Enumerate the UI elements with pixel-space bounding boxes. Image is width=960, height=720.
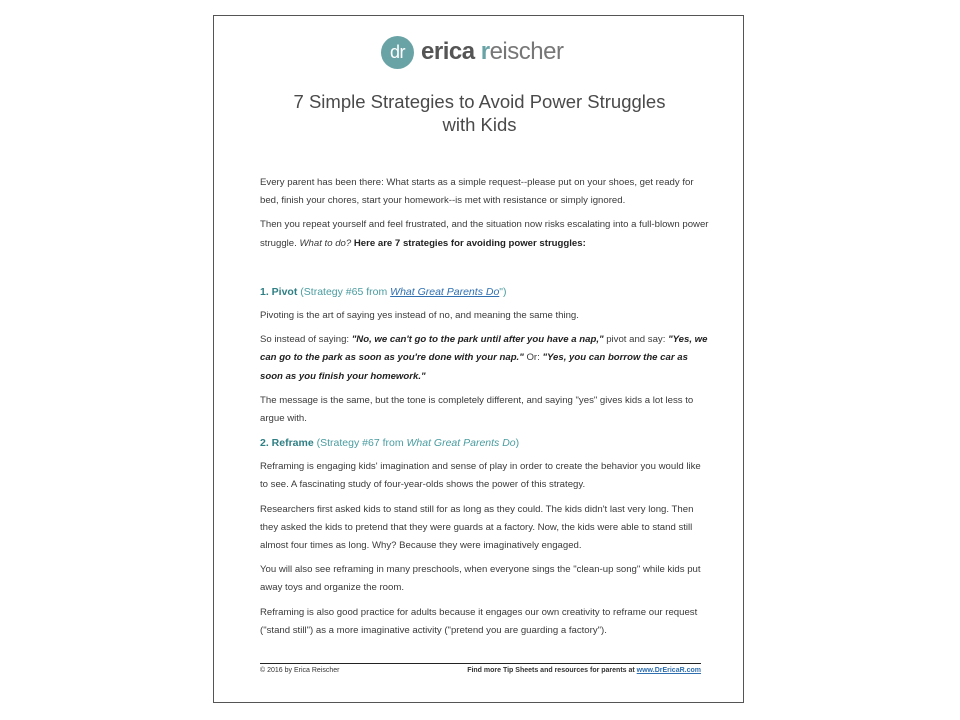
document-page [213,15,744,703]
page-footer [260,663,701,674]
book-link[interactable]: What Great Parents Do [390,286,500,298]
brand-logo [381,35,563,69]
copyright-text: © 2016 by Erica Reischer [260,667,340,674]
strategy-2-paragraph-3: You will also see reframing in many preschools, when everyone sings the "clean-up song" while kids put away toys and organize the room. [260,564,701,594]
strategy-2-heading: 2. Reframe (Strategy #67 from What Great Parents Do) [260,437,520,450]
strategy-2-paragraph-4: Reframing is also good practice for adults because it engages our own creativity to reframe our request ("stand still") as a more imaginative activity ("pretend you are guarding a factory"). [260,606,698,636]
strategy-2-paragraph-2: Researchers first asked kids to stand still for as long as they could. The kids didn't last very long. Then they asked the kids to pretend that they were guards at a factory. Now, the kids were able to stand still almost four times as long. Why? Because they were imaginatively engaged. [260,503,694,552]
strategy-1-heading: 1. Pivot (Strategy #65 from What Great Parents Do") [260,286,507,298]
intro-section [260,174,710,259]
strategy-1-section [260,283,710,646]
logo-badge: dr [381,36,414,69]
strategy-1-paragraph-3: The message is the same, but the tone is completely different, and saying "yes" gives kids a lot less to argue with. [260,394,694,425]
website-link[interactable]: www.DrEricaR.com [636,667,701,674]
strategy-1-paragraph-2: So instead of saying: "No, we can't go to the park until after you have a nap," pivot and say: "Yes, we can go to the park as soon as you're done with your nap." Or: "Yes, you can borrow the car as soon as you finish your homework." [260,334,708,382]
footer-cta: Find more Tip Sheets and resources for parents at www.DrEricaR.com [467,667,701,674]
strategy-1-paragraph-1: Pivoting is the art of saying yes instead of no, and meaning the same thing. [260,310,579,321]
logo-name: erica reischer [421,38,564,65]
strategy-2-paragraph-1: Reframing is engaging kids' imagination and sense of play in order to create the behavior you would like to see. A fascinating study of four-year-olds shows the power of this strategy. [260,461,701,491]
page-title: 7 Simple Strategies to Avoid Power Struggles with Kids [293,91,666,135]
intro-paragraph-1: Every parent has been there: What starts as a simple request--please put on your shoes, get ready for bed, finish your chores, start your homework--is met with resistance or simply ignored. [260,177,694,207]
intro-paragraph-2: Then you repeat yourself and feel frustrated, and the situation now risks escalating into a full-blown power struggle. What to do? Here are 7 strategies for avoiding power struggles: [260,219,709,249]
